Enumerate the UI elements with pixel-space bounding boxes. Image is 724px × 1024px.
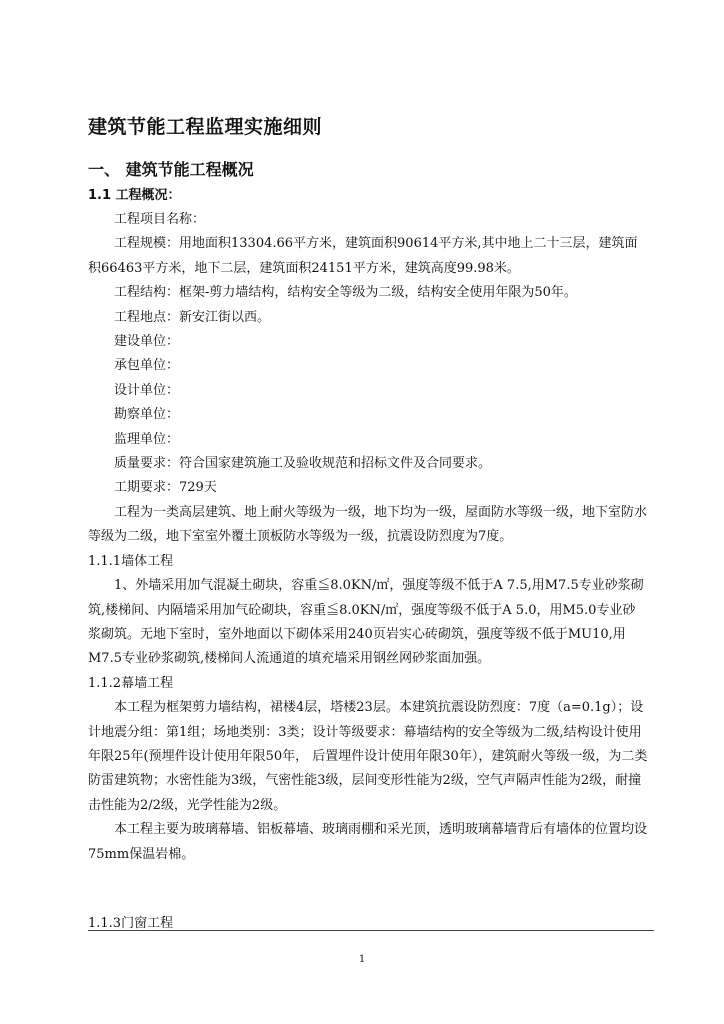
paragraph-construction-unit: 建设单位： bbox=[114, 334, 180, 350]
paragraph-project-scale: 工程规模：用地面积13304.66平方米，建筑面积90614平方米,其中地上二十三层，建筑面积66463平方米，地下二层，建筑面积24151平方米，建筑高度99.98米。 bbox=[88, 236, 638, 276]
section-heading: 一、 建筑节能工程概况 bbox=[88, 160, 254, 179]
body-text bbox=[88, 208, 648, 867]
paragraph-project-name: 工程项目名称： bbox=[114, 212, 206, 227]
paragraph-curtain-wall-structure: 本工程为框架剪力墙结构，裙楼4层，塔楼23层。本建筑抗震设防烈度：7度（a=0.1g）；设计地震分组：第1组；场地类别：3类；设计等级要求：幕墙结构的安全等级为二级,结构设计使用年限25年(预埋件设计使用年限50年， 后置埋件设计使用年限30年），建筑耐火等级一级，为二类防雷建筑物；水密性能为3级，气密性能3级，层间变形性能为2级，空气声隔声性能为2级，耐撞击性能为2/2级，光学性能为2级。 bbox=[88, 700, 648, 813]
paragraph-project-structure: 工程结构：框架-剪力墙结构，结构安全等级为二级，结构安全使用年限为50年。 bbox=[114, 285, 577, 301]
paragraph-project-location: 工程地点：新安江街以西。 bbox=[114, 309, 271, 325]
document-title: 建筑节能工程监理实施细则 bbox=[88, 116, 323, 138]
paragraph-survey-unit: 勘察单位： bbox=[114, 407, 180, 423]
paragraph-schedule-requirement: 工期要求：729天 bbox=[114, 480, 217, 496]
paragraph-quality-requirement: 质量要求：符合国家建筑施工及验收规范和招标文件及合同要求。 bbox=[114, 456, 492, 472]
paragraph-supervision-unit: 监理单位： bbox=[114, 431, 180, 447]
page-number: 1 bbox=[358, 954, 366, 965]
paragraph-walls: 1、外墙采用加气混凝土砌块，容重≦8.0KN/㎡，强度等级不低于A 7.5,用M7.5专业砂浆砌筑,楼梯间、内隔墙采用加气砼砌块，容重≦8.0KN/㎡，强度等级不低于A 5.0，用M5.0专业砂浆砌筑。无地下室时，室外地面以下砌体采用240页岩实心砖砌筑，强度等级不低于MU10,用M7.5专业砂浆砌筑,楼梯间人流通道的填充墙采用钢丝网砂浆面加强。 bbox=[88, 578, 644, 667]
paragraph-design-unit: 设计单位： bbox=[114, 382, 180, 398]
subsection-heading-doors-windows: 1.1.3门窗工程 bbox=[88, 916, 174, 931]
subsection-heading-curtain-wall: 1.1.2幕墙工程 bbox=[88, 675, 174, 691]
paragraph-contractor-unit: 承包单位： bbox=[114, 358, 180, 374]
sub-heading: 1.1 工程概况： bbox=[88, 188, 181, 203]
paragraph-curtain-wall-materials: 本工程主要为玻璃幕墙、铝板幕墙、玻璃雨棚和采光顶，透明玻璃幕墙背后有墙体的位置均设75mm保温岩棉。 bbox=[88, 822, 648, 862]
subsection-heading-walls: 1.1.1墙体工程 bbox=[88, 553, 174, 569]
page-footer-rule bbox=[88, 930, 654, 931]
paragraph-fire-waterproof: 工程为一类高层建筑、地上耐火等级为一级，地下均为一级，屋面防水等级一级，地下室防水等级为二级，地下室室外覆土顶板防水等级为一级，抗震设防烈度为7度。 bbox=[88, 504, 648, 545]
